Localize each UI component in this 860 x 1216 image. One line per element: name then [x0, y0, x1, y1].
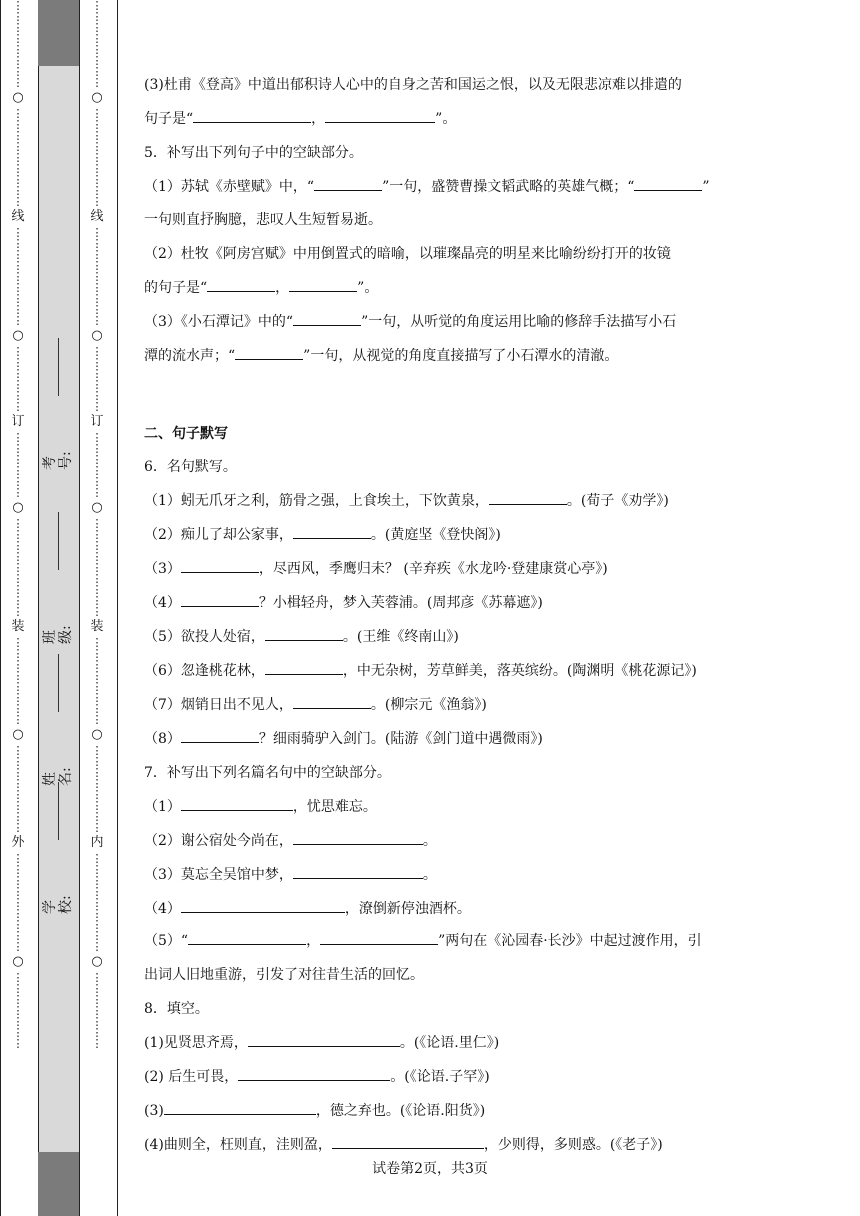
dot-mark: ⋮ — [91, 118, 103, 131]
q6-item-post: ？细雨骑驴入剑门。(陆游《剑门道中遇微雨》) — [258, 731, 543, 747]
dot-mark: ⋮ — [91, 799, 103, 812]
dot-mark: ⋮ — [12, 442, 24, 455]
dot-mark: ⋮ — [12, 982, 24, 995]
q7-item-post: ，潦倒新停浊酒杯。 — [344, 901, 471, 917]
dot-mark: ⋮ — [91, 356, 103, 369]
dot-mark: ⋮ — [12, 874, 24, 887]
dot-mark: ⋮ — [12, 162, 24, 175]
dot-mark: ⋮ — [91, 162, 103, 175]
dot-mark: ⋮ — [12, 907, 24, 920]
section-title: 二、句子默写 — [144, 426, 228, 442]
dot-mark: ⋮ — [12, 528, 24, 541]
q6-item-post: ？小楫轻舟，梦入芙蓉浦。(周邦彦《苏幕遮》) — [258, 595, 543, 611]
q6-item-pre: （4） — [144, 595, 181, 611]
margin-border-right — [117, 0, 118, 1216]
dot-mark: ⋮ — [12, 799, 24, 812]
dot-mark: ⋮ — [12, 107, 24, 120]
dot-mark: ⋮ — [91, 636, 103, 649]
q5-item3-a: （3）《小石潭记》中的“ — [144, 314, 294, 330]
dot-mark: ⋮ — [12, 539, 24, 552]
dot-mark: ⋮ — [12, 713, 24, 726]
answer-blank[interactable] — [193, 110, 311, 123]
q4-3-line2 — [144, 108, 456, 128]
q7-title: 7．补写出下列名篇名句中的空缺部分。 — [144, 765, 391, 781]
answer-blank[interactable] — [181, 594, 259, 607]
dot-mark: ⋮ — [12, 658, 24, 671]
dot-mark: ⋮ — [91, 0, 103, 12]
dot-mark: ⋮ — [91, 237, 103, 250]
q6-item-6 — [144, 660, 697, 680]
q8-item-pre: (4)曲则全，枉则直，洼则盈， — [144, 1137, 332, 1153]
dot-mark: ⋮ — [12, 940, 24, 953]
q8-item-1 — [144, 1032, 499, 1052]
dot-mark: ⋮ — [12, 852, 24, 865]
q7-item5-a: （5）“ — [144, 933, 189, 949]
dot-mark: ⋮ — [12, 292, 24, 305]
q5-item1-a: （1）苏轼《赤壁赋》中，“ — [144, 179, 315, 195]
dot-mark: ⋮ — [12, 76, 24, 89]
q6-item-post: ，尽西风，季鹰归未？ (辛弃疾《水龙吟·登建康赏心亭》) — [258, 561, 608, 577]
dot-mark: ⋮ — [91, 486, 103, 499]
dot-mark: ⋮ — [91, 594, 103, 607]
dot-mark: ⋮ — [91, 442, 103, 455]
dot-mark: ⋮ — [12, 378, 24, 391]
dot-mark: ⋮ — [12, 54, 24, 67]
q6-item-pre: （3） — [144, 561, 181, 577]
circle-mark: ○ — [91, 500, 103, 515]
dot-mark: ⋮ — [12, 226, 24, 239]
dot-mark: ⋮ — [12, 21, 24, 34]
dot-mark: ⋮ — [91, 971, 103, 984]
dot-mark: ⋮ — [91, 572, 103, 585]
dot-mark: ⋮ — [91, 561, 103, 574]
q5-item3-line2 — [144, 345, 618, 365]
answer-blank[interactable] — [293, 696, 371, 709]
dot-mark: ⋮ — [91, 702, 103, 715]
dot-mark: ⋮ — [12, 636, 24, 649]
dot-mark: ⋮ — [12, 550, 24, 563]
dot-mark: ⋮ — [91, 691, 103, 704]
q8-item-pre: (3) — [144, 1103, 164, 1119]
q6-item-3 — [144, 558, 608, 578]
dot-mark: ⋮ — [12, 583, 24, 596]
dot-mark: ⋮ — [91, 367, 103, 380]
dot-mark: ⋮ — [12, 572, 24, 585]
seal-label: 装 — [90, 619, 104, 634]
q5-item2-line1: （2）杜牧《阿房宫赋》中用倒置式的暗喻，以璀璨晶亮的明星来比喻纷纷打开的妆镜 — [144, 246, 671, 262]
dot-mark: ⋮ — [12, 863, 24, 876]
dot-mark: ⋮ — [91, 21, 103, 34]
answer-blank[interactable] — [332, 1136, 484, 1149]
dot-mark: ⋮ — [12, 777, 24, 790]
dot-mark: ⋮ — [91, 821, 103, 834]
q6-item-4 — [144, 592, 543, 612]
q6-item-pre: （6）忽逢桃花林， — [144, 663, 265, 679]
q7-item-4 — [144, 898, 471, 918]
answer-blank[interactable] — [181, 560, 259, 573]
dot-mark: ⋮ — [91, 777, 103, 790]
margin-border-left — [0, 0, 1, 1216]
dot-mark: ⋮ — [12, 237, 24, 250]
dot-mark: ⋮ — [91, 1037, 103, 1050]
dot-mark: ⋮ — [91, 281, 103, 294]
q7-item-pre: （2）谢公宿处今尚在， — [144, 833, 293, 849]
dot-mark: ⋮ — [12, 248, 24, 261]
seal-line-inner — [88, 0, 106, 1216]
dot-mark: ⋮ — [12, 475, 24, 488]
dot-mark: ⋮ — [91, 993, 103, 1006]
q6-item-post: 。(荀子《劝学》) — [566, 493, 669, 509]
dot-mark: ⋮ — [91, 400, 103, 413]
answer-blank[interactable] — [164, 1102, 316, 1115]
q4-3-suffix: ”。 — [435, 111, 457, 127]
dot-mark: ⋮ — [91, 54, 103, 67]
dot-mark: ⋮ — [91, 940, 103, 953]
dot-mark: ⋮ — [91, 270, 103, 283]
dot-mark: ⋮ — [12, 605, 24, 618]
dot-mark: ⋮ — [91, 453, 103, 466]
q6-item-post: 。(黄庭坚《登快阁》) — [370, 527, 501, 543]
dot-mark: ⋮ — [91, 184, 103, 197]
dot-mark: ⋮ — [12, 918, 24, 931]
seal-label: 线 — [90, 209, 104, 224]
page-footer: 试卷第2页，共3页 — [372, 1161, 488, 1177]
q8-item-post: ，少则得，多则惑。(《老子》) — [483, 1137, 663, 1153]
q7-item-2 — [144, 830, 437, 850]
dot-mark: ⋮ — [12, 314, 24, 327]
seal-label: 订 — [90, 414, 104, 429]
q8-item-2 — [144, 1066, 490, 1086]
dot-mark: ⋮ — [91, 1015, 103, 1028]
class-field[interactable] — [44, 510, 72, 646]
dot-mark: ⋮ — [91, 475, 103, 488]
q6-item-2 — [144, 524, 501, 544]
answer-blank[interactable] — [207, 279, 275, 292]
dot-mark: ⋮ — [91, 129, 103, 142]
answer-blank[interactable] — [293, 313, 361, 326]
dot-mark: ⋮ — [12, 431, 24, 444]
dot-mark: ⋮ — [12, 259, 24, 272]
q8-item-4 — [144, 1134, 663, 1154]
school-field[interactable] — [44, 780, 72, 916]
dot-mark: ⋮ — [12, 993, 24, 1006]
seal-label: 外 — [11, 835, 25, 850]
circle-mark: ○ — [91, 954, 103, 969]
q6-item-8 — [144, 728, 543, 748]
answer-blank[interactable] — [188, 932, 306, 945]
dot-mark: ⋮ — [12, 173, 24, 186]
dot-mark: ⋮ — [91, 539, 103, 552]
circle-mark: ○ — [91, 727, 103, 742]
dot-mark: ⋮ — [91, 929, 103, 942]
circle-mark: ○ — [91, 328, 103, 343]
q6-item-pre: （7）烟销日出不见人， — [144, 697, 293, 713]
dot-mark: ⋮ — [91, 605, 103, 618]
q7-item-3 — [144, 864, 437, 884]
dot-mark: ⋮ — [91, 1026, 103, 1039]
dot-mark: ⋮ — [12, 744, 24, 757]
q8-item-post: 。(《论语.里仁》) — [399, 1035, 500, 1051]
circle-mark: ○ — [91, 90, 103, 105]
dot-mark: ⋮ — [12, 129, 24, 142]
dot-mark: ⋮ — [12, 65, 24, 78]
dot-mark: ⋮ — [91, 140, 103, 153]
dot-mark: ⋮ — [12, 389, 24, 402]
seal-label: 装 — [11, 619, 25, 634]
q6-item-5 — [144, 626, 459, 646]
answer-blank[interactable] — [293, 866, 423, 879]
q6-item-1 — [144, 490, 669, 510]
q4-3-sep: ， — [311, 111, 326, 127]
dot-mark: ⋮ — [12, 680, 24, 693]
school-label: 学校: — [42, 895, 74, 914]
q5-item1-c: ” — [702, 179, 710, 195]
dot-mark: ⋮ — [91, 583, 103, 596]
dot-mark: ⋮ — [91, 528, 103, 541]
dot-mark: ⋮ — [12, 1037, 24, 1050]
dot-mark: ⋮ — [91, 755, 103, 768]
dot-mark: ⋮ — [12, 1004, 24, 1017]
dot-mark: ⋮ — [12, 1015, 24, 1028]
binding-strip-top-block — [38, 0, 79, 66]
dot-mark: ⋮ — [12, 43, 24, 56]
q5-item1-b: ”一句，盛赞曹操文韬武略的英雄气概；“ — [382, 179, 635, 195]
dot-mark: ⋮ — [91, 907, 103, 920]
dot-mark: ⋮ — [12, 669, 24, 682]
q4-3-text: (3)杜甫《登高》中道出郁积诗人心中的自身之苦和国运之恨，以及无限悲凉难以排遣的 — [144, 77, 682, 93]
dot-mark: ⋮ — [91, 918, 103, 931]
dot-mark: ⋮ — [91, 248, 103, 261]
dot-mark: ⋮ — [91, 464, 103, 477]
answer-blank[interactable] — [181, 900, 345, 913]
dot-mark: ⋮ — [12, 647, 24, 660]
dot-mark: ⋮ — [12, 281, 24, 294]
dot-mark: ⋮ — [91, 303, 103, 316]
q5-item3-line2-b: ”一句，从视觉的角度直接描写了小石潭水的清澈。 — [303, 348, 619, 364]
q7-item-pre: （3）莫忘全吴馆中梦， — [144, 867, 293, 883]
dot-mark: ⋮ — [91, 680, 103, 693]
dot-mark: ⋮ — [12, 702, 24, 715]
dot-mark: ⋮ — [12, 1026, 24, 1039]
dot-mark: ⋮ — [91, 151, 103, 164]
dot-mark: ⋮ — [91, 10, 103, 23]
dot-mark: ⋮ — [91, 226, 103, 239]
dot-mark: ⋮ — [12, 929, 24, 942]
answer-blank[interactable] — [489, 492, 567, 505]
q5-item2-sep: ， — [275, 280, 290, 296]
q5-item1-line2: 一句则直抒胸臆，悲叹人生短暂易逝。 — [144, 212, 382, 228]
dot-mark: ⋮ — [91, 517, 103, 530]
answer-blank[interactable] — [293, 832, 423, 845]
dot-mark: ⋮ — [91, 173, 103, 186]
q5-item2-line2 — [144, 277, 378, 297]
dot-mark: ⋮ — [12, 303, 24, 316]
answer-blank[interactable] — [181, 798, 293, 811]
dot-mark: ⋮ — [12, 32, 24, 45]
dot-mark: ⋮ — [91, 314, 103, 327]
dot-mark: ⋮ — [12, 788, 24, 801]
answer-blank[interactable] — [314, 178, 382, 191]
q5-item2-suffix: ”。 — [357, 280, 379, 296]
answer-blank[interactable] — [265, 628, 343, 641]
q6-item-pre: （2）痴儿了却公家事， — [144, 527, 293, 543]
dot-mark: ⋮ — [12, 453, 24, 466]
dot-mark: ⋮ — [91, 345, 103, 358]
dot-mark: ⋮ — [91, 713, 103, 726]
dot-mark: ⋮ — [91, 292, 103, 305]
dot-mark: ⋮ — [12, 971, 24, 984]
dot-mark: ⋮ — [91, 896, 103, 909]
dot-mark: ⋮ — [12, 766, 24, 779]
dot-mark: ⋮ — [12, 270, 24, 283]
q8-item-pre: (1)见贤思齐焉， — [144, 1035, 248, 1051]
dot-mark: ⋮ — [12, 594, 24, 607]
dot-mark: ⋮ — [91, 43, 103, 56]
dot-mark: ⋮ — [91, 647, 103, 660]
q5-title: 5．补写出下列句子中的空缺部分。 — [144, 145, 363, 161]
q5-item3-line2-a: 潭的流水声；“ — [144, 348, 236, 364]
dot-mark: ⋮ — [91, 863, 103, 876]
answer-blank[interactable] — [289, 279, 357, 292]
exam-no-field[interactable] — [44, 336, 72, 472]
q7-item5-b: ”两句在《沁园春·长沙》中起过渡作用，引 — [438, 933, 702, 949]
dot-mark: ⋮ — [12, 821, 24, 834]
dot-mark: ⋮ — [12, 486, 24, 499]
dot-mark: ⋮ — [12, 367, 24, 380]
dot-mark: ⋮ — [91, 874, 103, 887]
dot-mark: ⋮ — [91, 378, 103, 391]
dot-mark: ⋮ — [91, 852, 103, 865]
dot-mark: ⋮ — [12, 118, 24, 131]
q8-item-post: ，德之弃也。(《论语.阳货》) — [315, 1103, 486, 1119]
q7-item5 — [144, 930, 702, 950]
dot-mark: ⋮ — [91, 744, 103, 757]
q8-item-pre: (2) 后生可畏， — [144, 1069, 239, 1085]
name-field[interactable] — [44, 652, 72, 788]
q5-item3-b: ”一句，从听觉的角度运用比喻的修辞手法描写小石 — [361, 314, 677, 330]
dot-mark: ⋮ — [91, 32, 103, 45]
seal-line-outer — [9, 0, 27, 1216]
exam-no-label: 考号: — [42, 451, 74, 470]
answer-blank[interactable] — [235, 347, 303, 360]
dot-mark: ⋮ — [12, 151, 24, 164]
q6-item-post: 。(柳宗元《渔翁》) — [370, 697, 487, 713]
q6-item-7 — [144, 694, 487, 714]
dot-mark: ⋮ — [12, 885, 24, 898]
dot-mark: ⋮ — [91, 259, 103, 272]
q7-item-post: ，忧思难忘。 — [292, 799, 377, 815]
q6-item-pre: （5）欲投人处宿， — [144, 629, 265, 645]
q4-3-prefix: 句子是“ — [144, 111, 194, 127]
answer-blank[interactable] — [265, 662, 343, 675]
circle-mark: ○ — [12, 328, 24, 343]
class-label: 班级: — [42, 625, 74, 644]
dot-mark: ⋮ — [91, 669, 103, 682]
dot-mark: ⋮ — [12, 10, 24, 23]
q7-item-post: 。 — [422, 867, 437, 883]
dot-mark: ⋮ — [12, 184, 24, 197]
q6-item-pre: （8） — [144, 731, 181, 747]
dot-mark: ⋮ — [12, 140, 24, 153]
dot-mark: ⋮ — [91, 107, 103, 120]
circle-mark: ○ — [12, 500, 24, 515]
answer-blank[interactable] — [181, 730, 259, 743]
seal-label: 内 — [90, 835, 104, 850]
dot-mark: ⋮ — [91, 389, 103, 402]
q6-item-post: 。(王维《终南山》) — [342, 629, 459, 645]
answer-blank[interactable] — [293, 526, 371, 539]
q6-item-pre: （1）蚓无爪牙之利，筋骨之强，上食埃土，下饮黄泉， — [144, 493, 489, 509]
dot-mark: ⋮ — [91, 195, 103, 208]
dot-mark: ⋮ — [12, 464, 24, 477]
q5-item1 — [144, 176, 710, 196]
dot-mark: ⋮ — [91, 982, 103, 995]
answer-blank[interactable] — [634, 178, 702, 191]
q6-title: 6．名句默写。 — [144, 459, 237, 475]
q8-item-post: 。(《论语.子罕》) — [390, 1069, 490, 1085]
answer-blank[interactable] — [238, 1068, 390, 1081]
dot-mark: ⋮ — [12, 195, 24, 208]
seal-label: 线 — [11, 209, 25, 224]
dot-mark: ⋮ — [12, 810, 24, 823]
dot-mark: ⋮ — [91, 1004, 103, 1017]
dot-mark: ⋮ — [12, 0, 24, 12]
dot-mark: ⋮ — [91, 885, 103, 898]
answer-blank[interactable] — [248, 1034, 400, 1047]
dot-mark: ⋮ — [91, 810, 103, 823]
dot-mark: ⋮ — [12, 561, 24, 574]
dot-mark: ⋮ — [12, 691, 24, 704]
q5-item2-prefix: 的句子是“ — [144, 280, 208, 296]
dot-mark: ⋮ — [91, 76, 103, 89]
circle-mark: ○ — [12, 954, 24, 969]
circle-mark: ○ — [12, 727, 24, 742]
q7-item-pre: （4） — [144, 901, 181, 917]
dot-mark: ⋮ — [12, 517, 24, 530]
q5-item3 — [144, 311, 676, 331]
dot-mark: ⋮ — [12, 896, 24, 909]
q4-3-line1 — [144, 74, 682, 94]
dot-mark: ⋮ — [12, 400, 24, 413]
dot-mark: ⋮ — [12, 345, 24, 358]
dot-mark: ⋮ — [91, 788, 103, 801]
q7-item-pre: （1） — [144, 799, 181, 815]
q7-item5-sep: ， — [306, 933, 321, 949]
q7-item5-line2: 出词人旧地重游，引发了对往昔生活的回忆。 — [144, 967, 424, 983]
q7-item-1 — [144, 796, 377, 816]
q7-item-post: 。 — [422, 833, 437, 849]
q8-title: 8．填空。 — [144, 1001, 209, 1017]
q8-item-3 — [144, 1100, 485, 1120]
dot-mark: ⋮ — [91, 550, 103, 563]
dot-mark: ⋮ — [12, 755, 24, 768]
seal-label: 订 — [11, 414, 25, 429]
dot-mark: ⋮ — [91, 766, 103, 779]
dot-mark: ⋮ — [91, 431, 103, 444]
circle-mark: ○ — [12, 90, 24, 105]
answer-blank[interactable] — [320, 932, 438, 945]
dot-mark: ⋮ — [91, 658, 103, 671]
q6-item-post: ，中无杂树，芳草鲜美，落英缤纷。(陶渊明《桃花源记》) — [342, 663, 697, 679]
answer-blank[interactable] — [325, 110, 435, 123]
name-label: 姓名: — [42, 767, 74, 786]
dot-mark: ⋮ — [91, 65, 103, 78]
dot-mark: ⋮ — [12, 356, 24, 369]
